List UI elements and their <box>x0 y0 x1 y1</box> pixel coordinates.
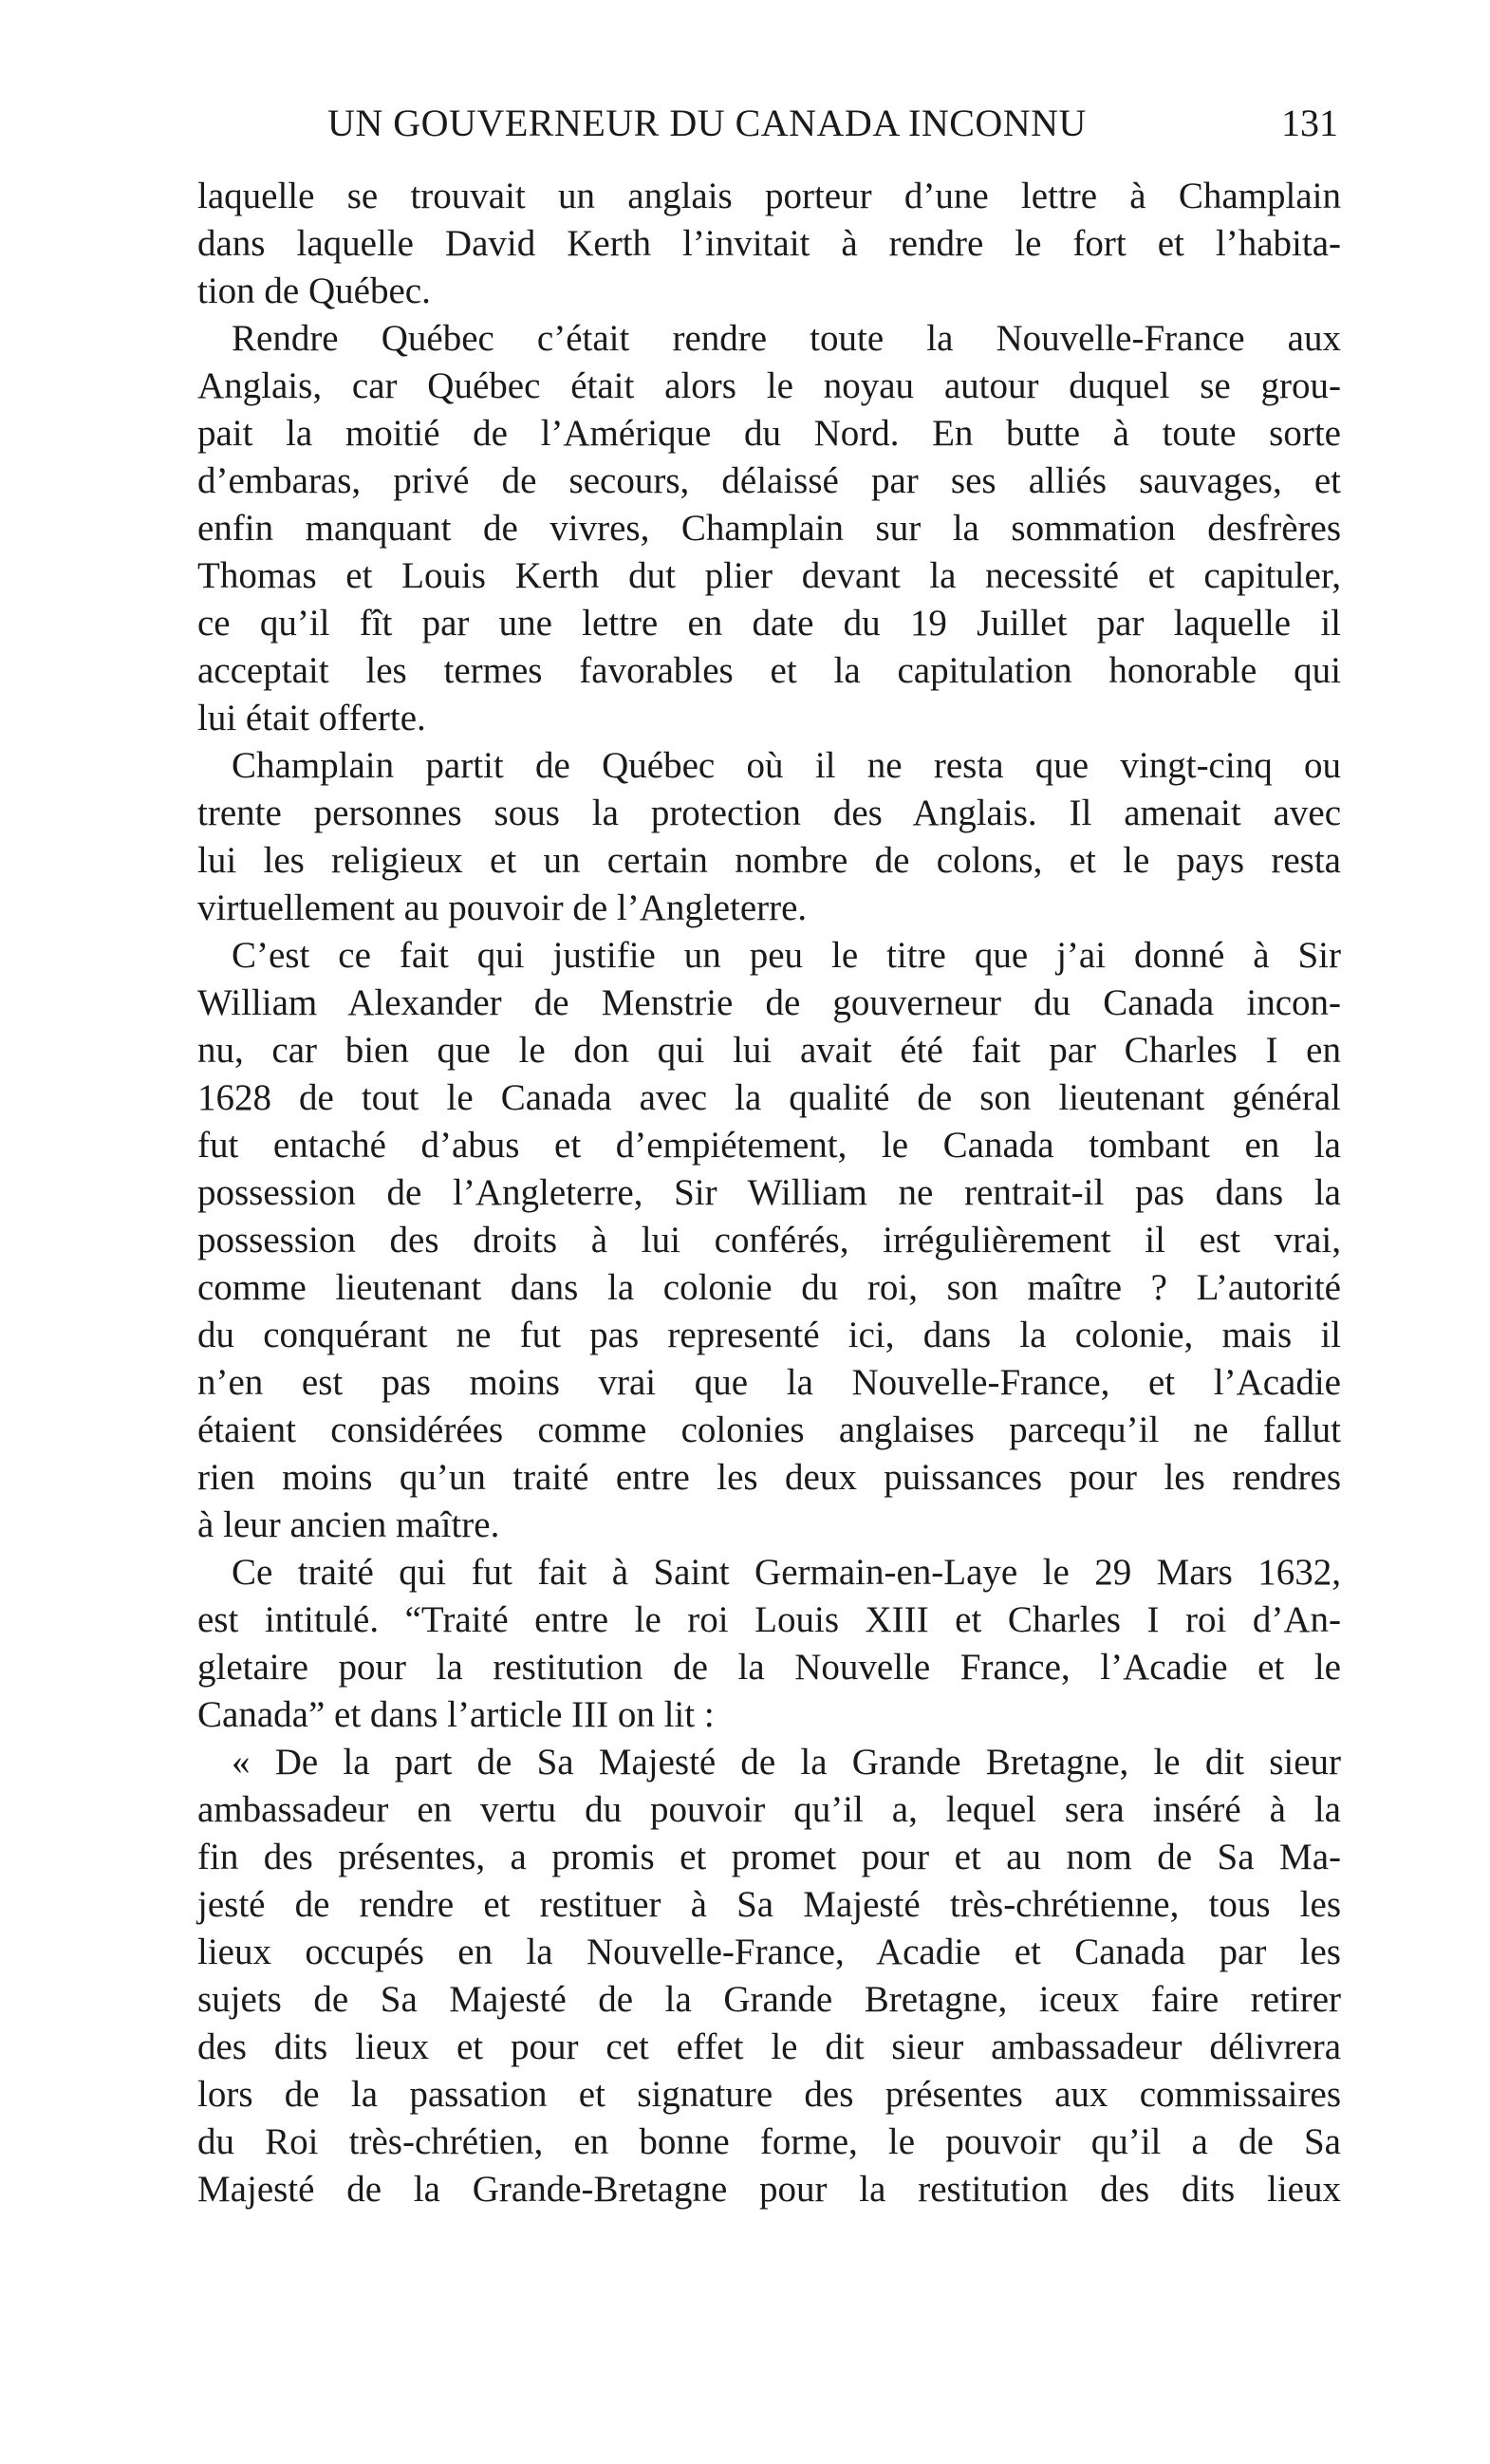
text-line: « De la part de Sa Majesté de la Grande Bretagne, le dit sieur <box>232 1742 1341 1783</box>
text-line: dans laquelle David Kerth l’invitait à rendre le fort et l’habita- <box>197 223 1341 264</box>
text-line: lui les religieux et un certain nombre de colons, et le pays resta <box>197 840 1341 881</box>
text-line: Champlain partit de Québec où il ne resta que vingt-cinq ou <box>232 745 1341 786</box>
text-line: tion de Québec. <box>197 271 431 311</box>
running-title: UN GOUVERNEUR DU CANADA INCONNU <box>327 102 1087 144</box>
text-line: lors de la passation et signature des présentes aux commissaires <box>197 2074 1341 2115</box>
text-line: Majesté de la Grande-Bretagne pour la restitution des dits lieux <box>197 2169 1341 2210</box>
text-line: acceptait les termes favorables et la capitulation honorable qui <box>197 650 1341 691</box>
text-line: jesté de rendre et restituer à Sa Majesté très-chrétienne, tous les <box>197 1884 1341 1925</box>
body-text <box>197 173 1341 2213</box>
text-line: pait la moitié de l’Amérique du Nord. En butte à toute sorte <box>197 413 1341 454</box>
text-line: enfin manquant de vivres, Champlain sur la sommation desfrères <box>197 508 1341 549</box>
text-line: n’en est pas moins vrai que la Nouvelle-France, et l’Acadie <box>197 1362 1341 1403</box>
text-line: fin des présentes, a promis et promet pour et au nom de Sa Ma- <box>197 1837 1341 1877</box>
text-line: ce qu’il fît par une lettre en date du 19 Juillet par laquelle il <box>197 603 1341 644</box>
page-number: 131 <box>1281 102 1338 144</box>
text-line: Rendre Québec c’était rendre toute la Nouvelle-France aux <box>232 318 1341 359</box>
text-line: du conquérant ne fut pas representé ici, dans la colonie, mais il <box>197 1315 1341 1355</box>
text-line: Canada” et dans l’article III on lit : <box>197 1694 715 1735</box>
text-line: trente personnes sous la protection des Anglais. Il amenait avec <box>197 793 1341 833</box>
text-line: est intitulé. “Traité entre le roi Louis XIII et Charles I roi d’An- <box>197 1599 1341 1640</box>
text-line: comme lieutenant dans la colonie du roi, son maître ? L’autorité <box>197 1267 1341 1308</box>
text-line: fut entaché d’abus et d’empiétement, le Canada tombant en la <box>197 1125 1341 1166</box>
text-line: possession de l’Angleterre, Sir William ne rentrait-il pas dans la <box>197 1172 1341 1213</box>
text-line: William Alexander de Menstrie de gouverneur du Canada incon- <box>197 982 1341 1023</box>
text-line: nu, car bien que le don qui lui avait été fait par Charles I en <box>197 1030 1341 1071</box>
text-line: gletaire pour la restitution de la Nouvelle France, l’Acadie et le <box>197 1647 1341 1688</box>
text-line: Ce traité qui fut fait à Saint Germain-en-Laye le 29 Mars 1632, <box>232 1552 1341 1593</box>
text-line: 1628 de tout le Canada avec la qualité de son lieutenant général <box>197 1077 1341 1118</box>
text-line: possession des droits à lui conférés, irrégulièrement il est vrai, <box>197 1220 1341 1260</box>
text-line: du Roi très-chrétien, en bonne forme, le pouvoir qu’il a de Sa <box>197 2121 1341 2162</box>
text-line: rien moins qu’un traité entre les deux puissances pour les rendres <box>197 1457 1341 1498</box>
text-line: lui était offerte. <box>197 698 426 738</box>
running-head <box>204 95 1338 152</box>
text-line: lieux occupés en la Nouvelle-France, Acadie et Canada par les <box>197 1932 1341 1972</box>
text-line: Anglais, car Québec était alors le noyau autour duquel se grou- <box>197 365 1341 406</box>
text-line: étaient considérées comme colonies anglaises parcequ’il ne fallut <box>197 1409 1341 1450</box>
text-line: virtuellement au pouvoir de l’Angleterre. <box>197 887 808 928</box>
text-line: d’embaras, privé de secours, délaissé par ses alliés sauvages, et <box>197 460 1341 501</box>
text-line: ambassadeur en vertu du pouvoir qu’il a, lequel sera inséré à la <box>197 1789 1341 1830</box>
text-line: à leur ancien maître. <box>197 1504 500 1545</box>
text-line: Thomas et Louis Kerth dut plier devant la necessité et capituler, <box>197 555 1341 596</box>
text-line: sujets de Sa Majesté de la Grande Bretagne, iceux faire retirer <box>197 1979 1341 2020</box>
text-line: des dits lieux et pour cet effet le dit sieur ambassadeur délivrera <box>197 2026 1341 2067</box>
text-line: laquelle se trouvait un anglais porteur d’une lettre à Champlain <box>197 176 1341 216</box>
text-line: C’est ce fait qui justifie un peu le titre que j’ai donné à Sir <box>232 935 1341 976</box>
